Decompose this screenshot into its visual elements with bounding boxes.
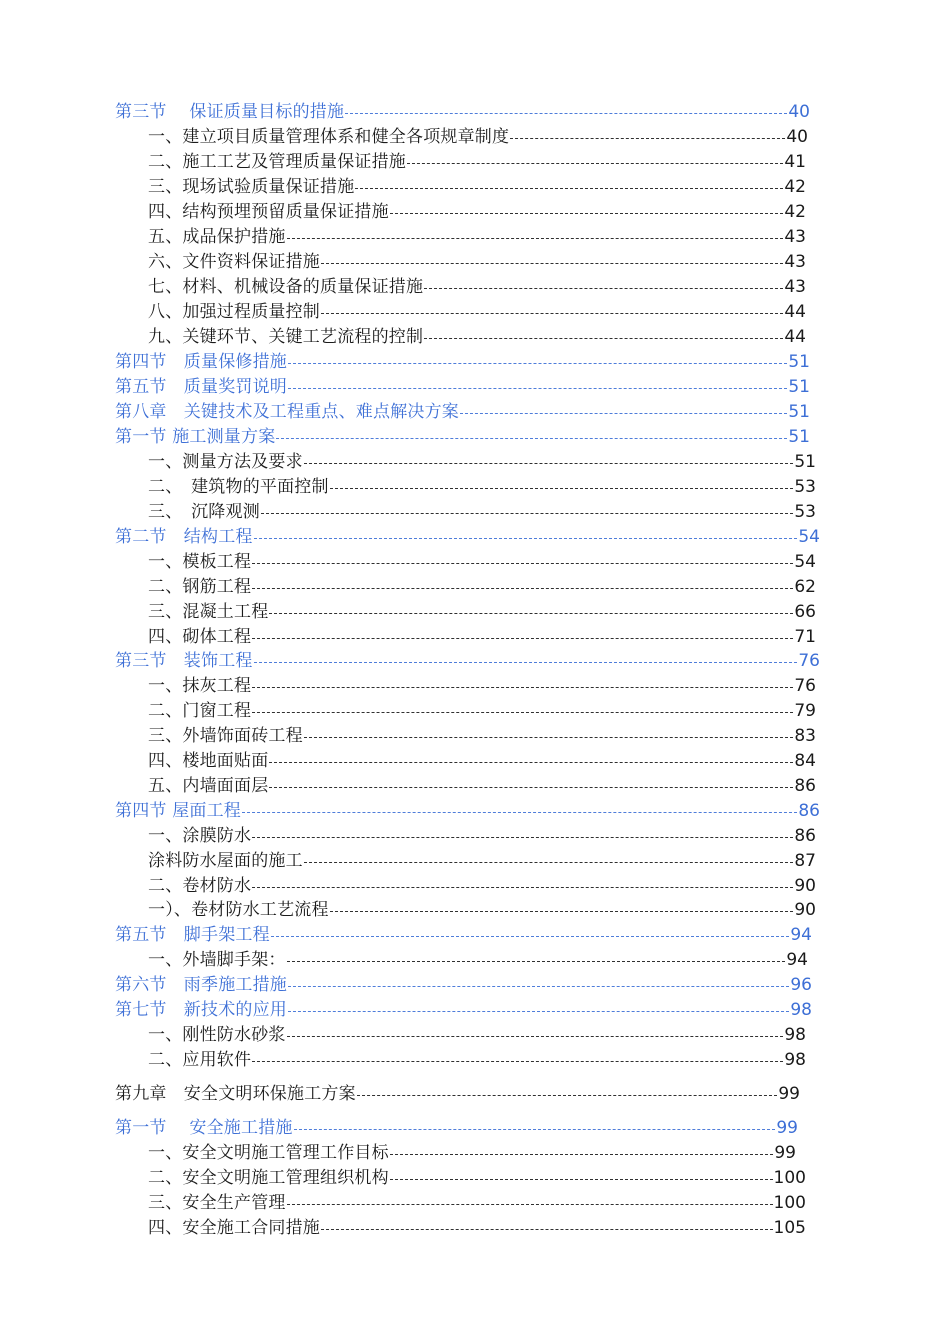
toc-dot-leader bbox=[304, 463, 794, 464]
toc-entry-title: 四、砌体工程 bbox=[148, 627, 252, 647]
toc-entry-title: 五、内墙面面层 bbox=[148, 776, 269, 796]
toc-page-number: 84 bbox=[794, 751, 816, 771]
toc-entry-title: 一、抹灰工程 bbox=[148, 676, 252, 696]
toc-dot-leader bbox=[269, 613, 793, 614]
toc-entry bbox=[148, 550, 816, 574]
toc-dot-leader bbox=[321, 313, 783, 314]
toc-page-number: 54 bbox=[798, 527, 820, 547]
toc-dot-leader bbox=[288, 388, 787, 389]
toc-page-number: 53 bbox=[794, 477, 816, 497]
toc-dot-leader bbox=[330, 911, 794, 912]
toc-dot-leader bbox=[355, 188, 783, 189]
toc-entry-title: 第八章 关键技术及工程重点、难点解决方案 bbox=[115, 402, 459, 422]
toc-dot-leader bbox=[294, 1129, 776, 1130]
toc-entry bbox=[148, 1191, 806, 1215]
toc-entry bbox=[148, 600, 816, 624]
toc-entry-title: 二、钢筋工程 bbox=[148, 577, 252, 597]
toc-page-number: 62 bbox=[794, 577, 816, 597]
toc-page-number: 86 bbox=[798, 801, 820, 821]
toc-dot-leader bbox=[304, 862, 794, 863]
toc-dot-leader bbox=[390, 213, 784, 214]
toc-entry-title: 七、材料、机械设备的质量保证措施 bbox=[148, 277, 424, 297]
toc-link-entry[interactable] bbox=[115, 998, 812, 1022]
toc-entry bbox=[148, 699, 816, 723]
toc-entry-title: 第四节 屋面工程 bbox=[115, 801, 242, 821]
toc-page-number: 42 bbox=[784, 202, 806, 222]
toc-page-number: 99 bbox=[778, 1084, 800, 1104]
toc-entry-title: 一、涂膜防水 bbox=[148, 826, 252, 846]
toc-page-number: 44 bbox=[784, 302, 806, 322]
toc-page-number: 51 bbox=[794, 452, 816, 472]
toc-entry bbox=[148, 325, 806, 349]
toc-page-number: 90 bbox=[794, 876, 816, 896]
toc-entry-title: 第九章 安全文明环保施工方案 bbox=[115, 1084, 356, 1104]
toc-dot-leader bbox=[252, 588, 793, 589]
toc-page-number: 43 bbox=[784, 227, 806, 247]
toc-dot-leader bbox=[321, 1229, 773, 1230]
toc-dot-leader bbox=[252, 563, 793, 564]
toc-page-number: 51 bbox=[788, 427, 810, 447]
toc-link-entry[interactable] bbox=[115, 799, 820, 823]
toc-page-number: 100 bbox=[773, 1193, 806, 1213]
toc-entry bbox=[148, 1048, 806, 1072]
toc-dot-leader bbox=[269, 762, 793, 763]
toc-dot-leader bbox=[269, 787, 793, 788]
toc-dot-leader bbox=[254, 538, 798, 539]
toc-entry-title: 九、关键环节、关键工艺流程的控制 bbox=[148, 327, 424, 347]
toc-entry-title: 涂料防水屋面的施工 bbox=[148, 851, 303, 871]
toc-entry-title: 第二节 结构工程 bbox=[115, 527, 253, 547]
toc-page-number: 94 bbox=[786, 950, 808, 970]
toc-entry bbox=[148, 175, 806, 199]
toc-link-entry[interactable] bbox=[115, 923, 812, 947]
toc-entry-title: 第一节 安全施工措施 bbox=[115, 1118, 293, 1138]
toc-page-number: 51 bbox=[788, 377, 810, 397]
toc-page-number: 86 bbox=[794, 826, 816, 846]
toc-entry-title: 三、 沉降观测 bbox=[148, 502, 260, 522]
toc-dot-leader bbox=[345, 113, 787, 114]
toc-dot-leader bbox=[390, 1154, 774, 1155]
toc-page-number: 87 bbox=[794, 851, 816, 871]
toc-entry bbox=[148, 849, 816, 873]
toc-entry-title: 四、楼地面贴面 bbox=[148, 751, 269, 771]
toc-page-number: 54 bbox=[794, 552, 816, 572]
toc-dot-leader bbox=[287, 1036, 784, 1037]
toc-link-entry[interactable] bbox=[115, 100, 810, 124]
toc-entry-title: 一、刚性防水砂浆 bbox=[148, 1025, 286, 1045]
toc-entry bbox=[148, 450, 816, 474]
toc-entry-title: 第四节 质量保修措施 bbox=[115, 352, 287, 372]
toc-page-number: 90 bbox=[794, 900, 816, 920]
toc-entry bbox=[148, 200, 806, 224]
toc-entry-title: 三、外墙饰面砖工程 bbox=[148, 726, 303, 746]
toc-entry bbox=[148, 1141, 796, 1165]
toc-dot-leader bbox=[460, 413, 787, 414]
toc-dot-leader bbox=[287, 961, 786, 962]
toc-dot-leader bbox=[261, 513, 793, 514]
toc-entry-title: 一、模板工程 bbox=[148, 552, 252, 572]
toc-page-number: 43 bbox=[784, 252, 806, 272]
toc-dot-leader bbox=[424, 288, 783, 289]
toc-entry-title: 一）、卷材防水工艺流程 bbox=[148, 900, 329, 920]
toc-page-number: 79 bbox=[794, 701, 816, 721]
toc-entry bbox=[148, 898, 816, 922]
toc-page-number: 76 bbox=[794, 676, 816, 696]
toc-page-number: 99 bbox=[776, 1118, 798, 1138]
toc-entry bbox=[148, 1166, 806, 1190]
toc-entry-title: 一、测量方法及要求 bbox=[148, 452, 303, 472]
toc-entry bbox=[148, 625, 816, 649]
toc-entry bbox=[148, 250, 806, 274]
toc-dot-leader bbox=[252, 712, 793, 713]
toc-entry-title: 六、文件资料保证措施 bbox=[148, 252, 320, 272]
toc-entry bbox=[148, 1023, 806, 1047]
toc-entry-title: 一、安全文明施工管理工作目标 bbox=[148, 1143, 389, 1163]
toc-entry-title: 五、成品保护措施 bbox=[148, 227, 286, 247]
toc-entry bbox=[148, 575, 816, 599]
toc-dot-leader bbox=[287, 238, 784, 239]
toc-entry-title: 第五节 脚手架工程 bbox=[115, 925, 270, 945]
toc-entry-title: 第一节 施工测量方案 bbox=[115, 427, 276, 447]
toc-dot-leader bbox=[252, 687, 793, 688]
toc-link-entry[interactable] bbox=[115, 1116, 798, 1140]
toc-page-number: 83 bbox=[794, 726, 816, 746]
toc-entry bbox=[148, 724, 816, 748]
toc-entry bbox=[148, 125, 808, 149]
toc-dot-leader bbox=[304, 737, 794, 738]
toc-page-number: 40 bbox=[788, 102, 810, 122]
toc-entry bbox=[148, 225, 806, 249]
toc-entry-title: 三、现场试验质量保证措施 bbox=[148, 177, 355, 197]
toc-entry bbox=[148, 874, 816, 898]
toc-entry bbox=[148, 300, 806, 324]
toc-dot-leader bbox=[252, 887, 793, 888]
toc-page-number: 76 bbox=[798, 651, 820, 671]
toc-dot-leader bbox=[321, 263, 783, 264]
toc-link-entry[interactable] bbox=[115, 649, 820, 673]
toc-link-entry[interactable] bbox=[115, 350, 810, 374]
toc-dot-leader bbox=[510, 138, 785, 139]
toc-entry bbox=[148, 275, 806, 299]
toc-entry-title: 二、卷材防水 bbox=[148, 876, 252, 896]
toc-page-number: 99 bbox=[774, 1143, 796, 1163]
toc-entry bbox=[148, 948, 808, 972]
toc-entry bbox=[148, 824, 816, 848]
toc-entry-title: 二、安全文明施工管理组织机构 bbox=[148, 1168, 389, 1188]
toc-entry bbox=[148, 674, 816, 698]
toc-page-number: 94 bbox=[790, 925, 812, 945]
toc-entry-title: 三、混凝土工程 bbox=[148, 602, 269, 622]
toc-entry bbox=[148, 774, 816, 798]
toc-page-number: 98 bbox=[790, 1000, 812, 1020]
toc-entry-title: 一、建立项目质量管理体系和健全各项规章制度 bbox=[148, 127, 510, 147]
toc-dot-leader bbox=[330, 488, 794, 489]
toc-entry bbox=[115, 1082, 800, 1106]
toc-link-entry[interactable] bbox=[115, 973, 812, 997]
toc-page-number: 43 bbox=[784, 277, 806, 297]
toc-link-entry[interactable] bbox=[115, 525, 820, 549]
toc-dot-leader bbox=[242, 812, 797, 813]
toc-dot-leader bbox=[288, 1011, 789, 1012]
toc-entry-title: 四、安全施工合同措施 bbox=[148, 1218, 320, 1238]
toc-page-number: 66 bbox=[794, 602, 816, 622]
toc-dot-leader bbox=[271, 936, 790, 937]
toc-entry-title: 二、 建筑物的平面控制 bbox=[148, 477, 329, 497]
toc-page-number: 98 bbox=[784, 1025, 806, 1045]
toc-entry-title: 二、应用软件 bbox=[148, 1050, 252, 1070]
toc-page-number: 98 bbox=[784, 1050, 806, 1070]
toc-dot-leader bbox=[252, 1061, 783, 1062]
toc-entry bbox=[148, 500, 816, 524]
toc-dot-leader bbox=[252, 638, 793, 639]
toc-entry bbox=[148, 475, 816, 499]
toc-dot-leader bbox=[254, 662, 798, 663]
toc-page-number: 105 bbox=[773, 1218, 806, 1238]
toc-dot-leader bbox=[390, 1179, 773, 1180]
toc-dot-leader bbox=[357, 1095, 778, 1096]
toc-entry-title: 第三节 装饰工程 bbox=[115, 651, 253, 671]
toc-dot-leader bbox=[424, 338, 783, 339]
toc-entry-title: 三、安全生产管理 bbox=[148, 1193, 286, 1213]
toc-entry bbox=[148, 1216, 806, 1240]
toc-page-number: 44 bbox=[784, 327, 806, 347]
toc-page-number: 86 bbox=[794, 776, 816, 796]
toc-entry-title: 第三节 保证质量目标的措施 bbox=[115, 102, 345, 122]
toc-page-number: 53 bbox=[794, 502, 816, 522]
toc-entry-title: 二、施工工艺及管理质量保证措施 bbox=[148, 152, 406, 172]
toc-entry-title: 四、结构预埋预留质量保证措施 bbox=[148, 202, 389, 222]
toc-page-number: 71 bbox=[794, 627, 816, 647]
toc-page-number: 100 bbox=[773, 1168, 806, 1188]
toc-dot-leader bbox=[287, 1204, 773, 1205]
toc-entry-title: 一、外墙脚手架： bbox=[148, 950, 286, 970]
toc-entry-title: 二、门窗工程 bbox=[148, 701, 252, 721]
toc-dot-leader bbox=[288, 986, 789, 987]
toc-page-number: 96 bbox=[790, 975, 812, 995]
toc-page-number: 51 bbox=[788, 352, 810, 372]
toc-dot-leader bbox=[407, 163, 783, 164]
toc-entry-title: 第六节 雨季施工措施 bbox=[115, 975, 287, 995]
toc-entry-title: 第五节 质量奖罚说明 bbox=[115, 377, 287, 397]
toc-entry-title: 八、加强过程质量控制 bbox=[148, 302, 320, 322]
toc-dot-leader bbox=[288, 363, 787, 364]
toc-link-entry[interactable] bbox=[115, 375, 810, 399]
toc-entry bbox=[148, 749, 816, 773]
toc-page-number: 51 bbox=[788, 402, 810, 422]
toc-page-number: 40 bbox=[786, 127, 808, 147]
toc-entry-title: 第七节 新技术的应用 bbox=[115, 1000, 287, 1020]
toc-entry bbox=[148, 150, 806, 174]
toc-page-number: 42 bbox=[784, 177, 806, 197]
toc-page-number: 41 bbox=[784, 152, 806, 172]
toc-dot-leader bbox=[252, 837, 793, 838]
toc-link-entry[interactable] bbox=[115, 400, 810, 424]
toc-dot-leader bbox=[276, 438, 787, 439]
toc-link-entry[interactable] bbox=[115, 425, 810, 449]
